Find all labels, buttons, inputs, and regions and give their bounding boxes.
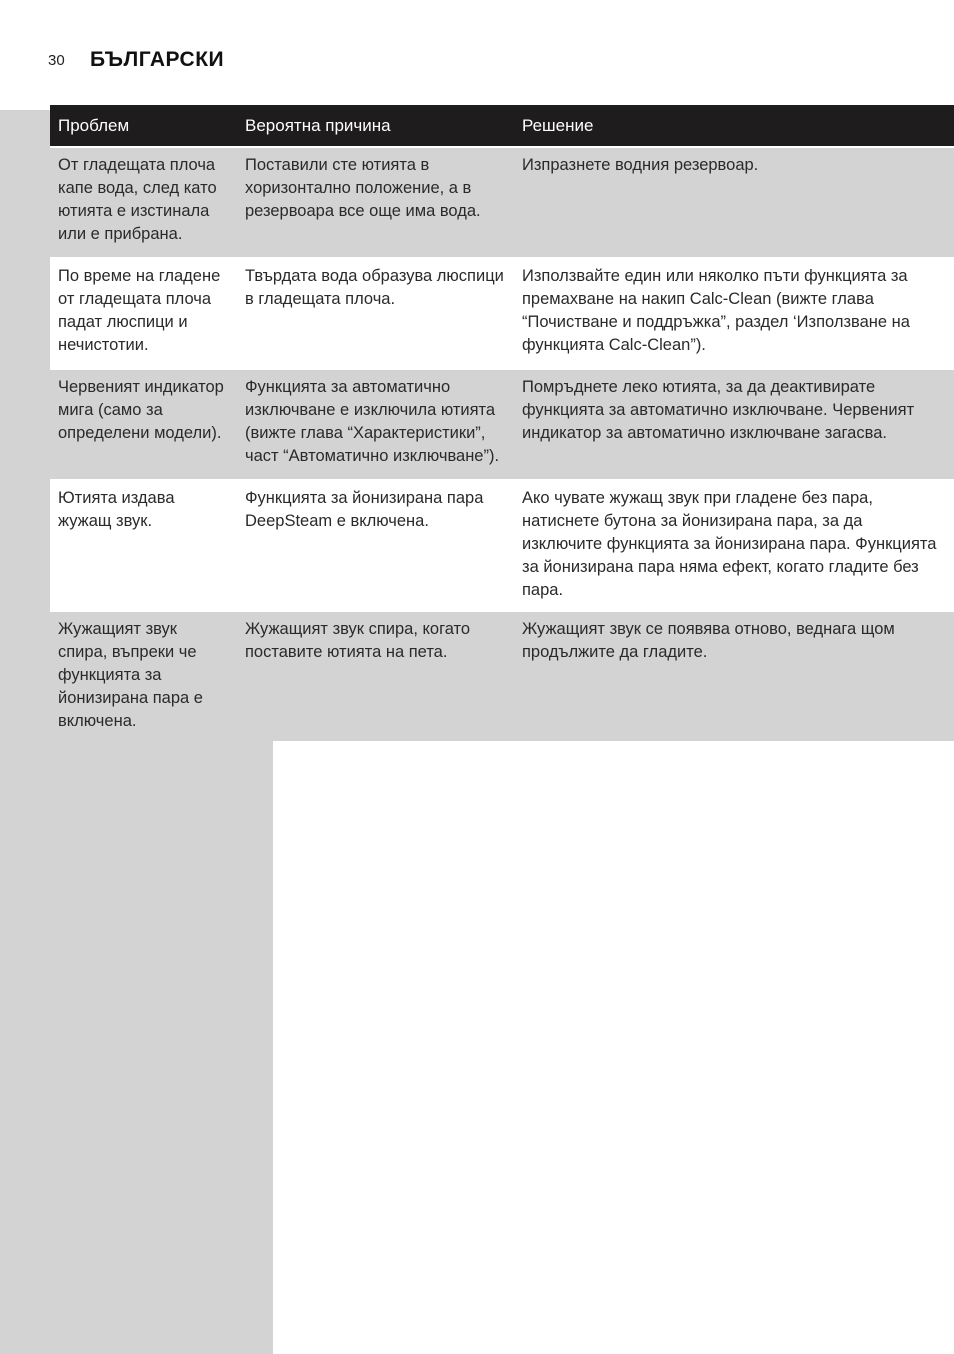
solution-cell: Жужащият звук се появява отново, веднага щом продължите да гладите. <box>514 611 954 741</box>
solution-cell: Използвайте един или няколко пъти функцията за премахване на накип Calc-Clean (вижте глава “Почистване и поддръжка”, раздел ‘Използване на функцията Calc-Clean”). <box>514 258 954 369</box>
problem-cell: Ютията издава жужащ звук. <box>50 480 237 611</box>
solution-cell: Изпразнете водния резервоар. <box>514 147 954 258</box>
column-header-solution: Решение <box>514 105 954 147</box>
page-number: 30 <box>48 52 65 69</box>
column-header-cause: Вероятна причина <box>237 105 514 147</box>
problem-cell: По време на гладене от гладещата плоча падат люспици и нечистотии. <box>50 258 237 369</box>
cause-cell: Жужащият звук спира, когато поставите ютията на пета. <box>237 611 514 741</box>
table-header-row <box>50 105 954 147</box>
table-row <box>50 147 954 258</box>
table-row <box>50 258 954 369</box>
cause-cell: Функцията за йонизирана пара DeepSteam е включена. <box>237 480 514 611</box>
cause-cell: Твърдата вода образува люспици в гладещата плоча. <box>237 258 514 369</box>
cause-cell: Функцията за автоматично изключване е изключила ютията (вижте глава “Характеристики”, част “Автоматично изключване”). <box>237 369 514 480</box>
problem-cell: От гладещата плоча капе вода, след като ютията е изстинала или е прибрана. <box>50 147 237 258</box>
solution-cell: Помръднете леко ютията, за да деактивирате функцията за автоматично изключване. Червеният индикатор за автоматично изключване загасва. <box>514 369 954 480</box>
troubleshooting-table <box>50 105 954 741</box>
column-header-problem: Проблем <box>50 105 237 147</box>
problem-cell: Червеният индикатор мига (само за определени модели). <box>50 369 237 480</box>
table-row <box>50 480 954 611</box>
problem-cell: Жужащият звук спира, въпреки че функцията за йонизирана пара е включена. <box>50 611 237 741</box>
table-row <box>50 369 954 480</box>
cause-cell: Поставили сте ютията в хоризонтално положение, а в резервоара все още има вода. <box>237 147 514 258</box>
section-title: БЪЛГАРСКИ <box>90 48 225 71</box>
solution-cell: Ако чувате жужащ звук при гладене без пара, натиснете бутона за йонизирана пара, за да изключите функцията за йонизирана пара. Функцията за йонизирана пара няма ефект, когато гладите без пара. <box>514 480 954 611</box>
table-row <box>50 611 954 741</box>
